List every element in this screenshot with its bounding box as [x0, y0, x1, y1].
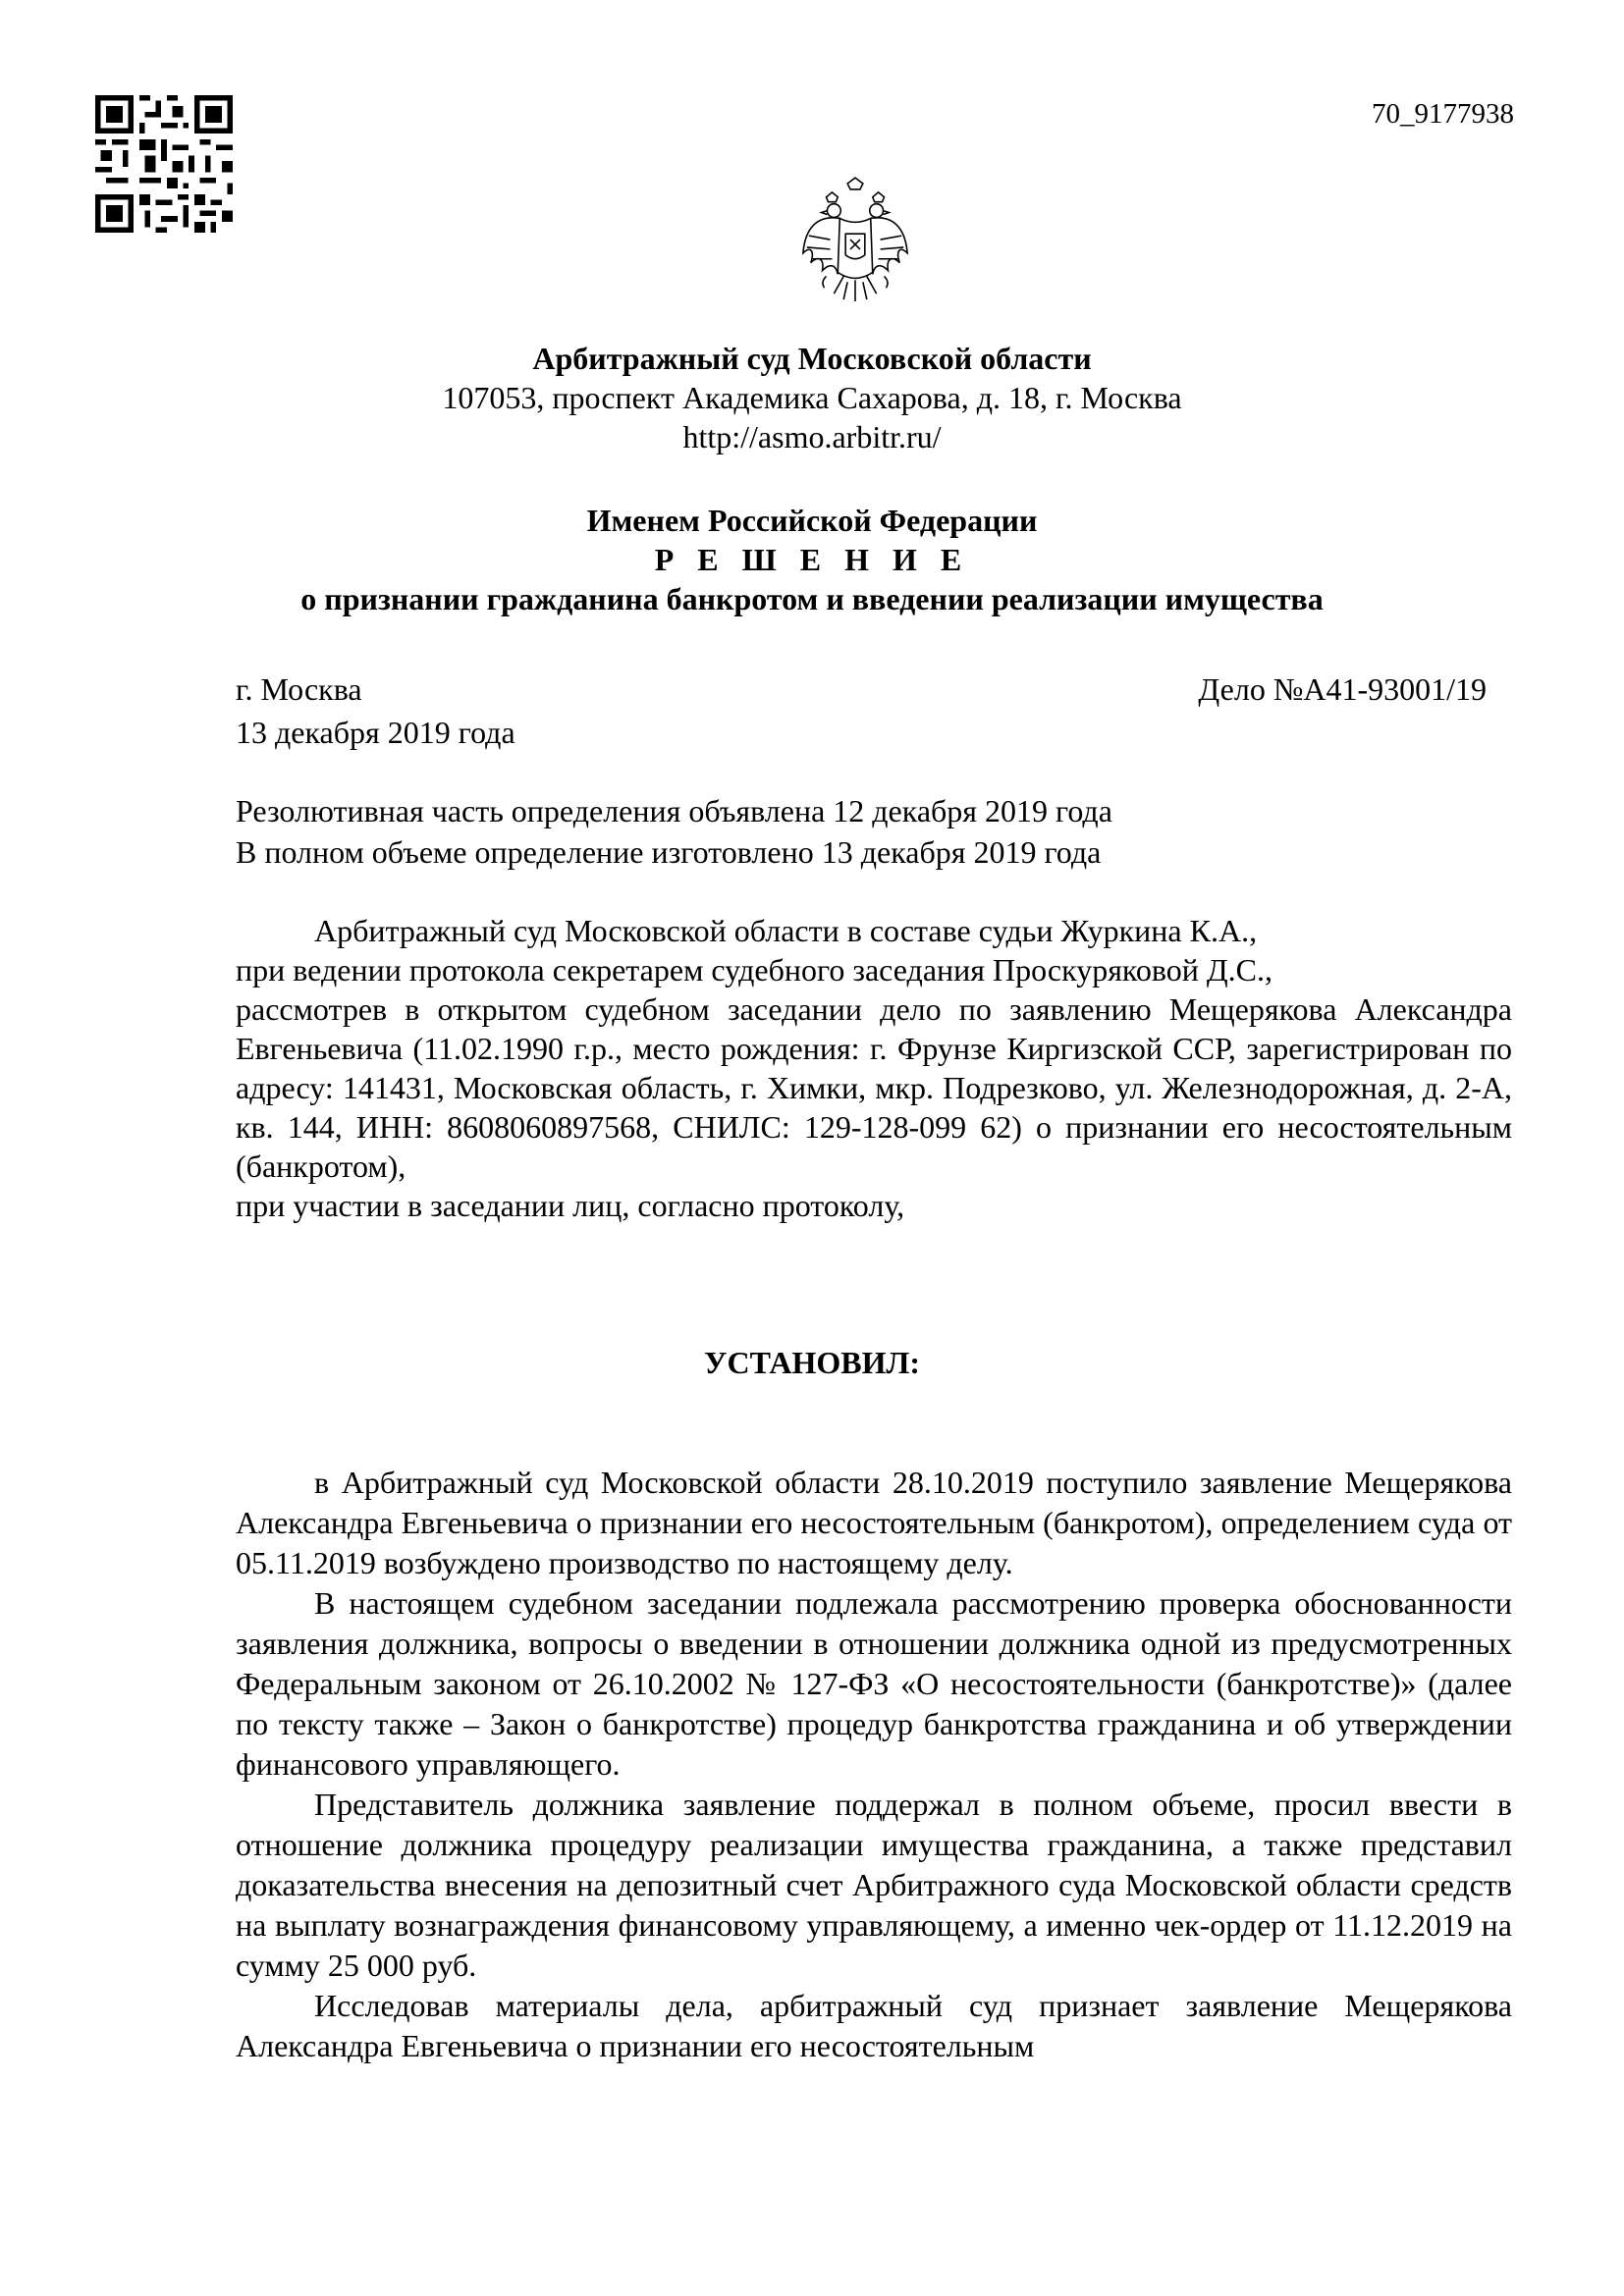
case-number: Дело №А41-93001/19 [1198, 671, 1487, 707]
facts-paragraph-2: В настоящем судебном заседании подлежала рассмотрению проверка обоснованности заявления должника, вопросы о введении в отношении должника одной из предусмотренных Федеральным законом от 26.10.2002 № 127-ФЗ «О несостоятельности (банкротстве)» (далее по тексту также – Закон о банкротстве) процедур банкротства гражданина и об утверждении финансового управляющего. [236, 1585, 1512, 1782]
court-header [0, 339, 1624, 456]
coat-of-arms-icon [797, 175, 913, 312]
intro-line-secretary: при ведении протокола секретарем судебного заседания Проскуряковой Д.С., [236, 952, 1273, 988]
court-website[interactable]: http://asmo.arbitr.ru/ [682, 419, 942, 454]
facts-paragraph-4: Исследовав материалы дела, арбитражный суд признает заявление Мещерякова Александра Евгеньевича о признании его несостоятельным [236, 1988, 1512, 2063]
intro-line-participants: при участии в заседании лиц, согласно протоколу, [236, 1188, 905, 1223]
decision-title: Р Е Ш Е Н И Е [654, 542, 970, 577]
qr-code-icon [95, 95, 233, 233]
document-id: 70_9177938 [1372, 98, 1514, 130]
decision-city: г. Москва [236, 671, 362, 707]
court-name: Арбитражный суд Московской области [532, 341, 1092, 376]
intro-line-judge: Арбитражный суд Московской области в составе судьи Журкина К.А., [314, 913, 1258, 948]
resolution-announced: Резолютивная часть определения объявлена 12 декабря 2019 года [236, 793, 1112, 828]
court-address: 107053, проспект Академика Сахарова, д. 18, г. Москва [442, 380, 1182, 415]
facts-paragraph-1: в Арбитражный суд Московской области 28.10.2019 поступило заявление Мещерякова Александра Евгеньевича о признании его несостоятельным (банкротом), определением суда от 05.11.2019 возбуждено производство по настоящему делу. [236, 1465, 1512, 1580]
resolution-full: В полном объеме определение изготовлено 13 декабря 2019 года [236, 834, 1102, 870]
established-heading: УСТАНОВИЛ: [704, 1345, 920, 1380]
decision-title-block [0, 501, 1624, 618]
decision-place-date [236, 667, 515, 754]
decision-date: 13 декабря 2019 года [236, 715, 515, 750]
facts-paragraph-3: Представитель должника заявление поддержал в полном объеме, просил ввести в отношение должника процедуру реализации имущества гражданина, а также представил доказательства внесения на депозитный счет Арбитражного суда Московской области средств на выплату вознаграждения финансовому управляющему, а именно чек-ордер от 11.12.2019 на сумму 25 000 руб. [236, 1787, 1512, 1983]
resolution-info [236, 790, 1112, 873]
intro-paragraph [236, 911, 1512, 1225]
on-behalf-line: Именем Российской Федерации [586, 503, 1038, 538]
facts-section [236, 1463, 1512, 2066]
decision-subject: о признании гражданина банкротом и введении реализации имущества [300, 581, 1324, 616]
intro-line-case: рассмотрев в открытом судебном заседании дело по заявлению Мещерякова Александра Евгеньевича (11.02.1990 г.р., место рождения: г. Фрунзе Киргизской ССР, зарегистрирован по адресу: 141431, Московская область, г. Химки, мкр. Подрезково, ул. Железнодорожная, д. 2-А, кв. 144, ИНН: 8608060897568, СНИЛС: 129-128-099 62) о признании его несостоятельным (банкротом), [236, 991, 1512, 1184]
